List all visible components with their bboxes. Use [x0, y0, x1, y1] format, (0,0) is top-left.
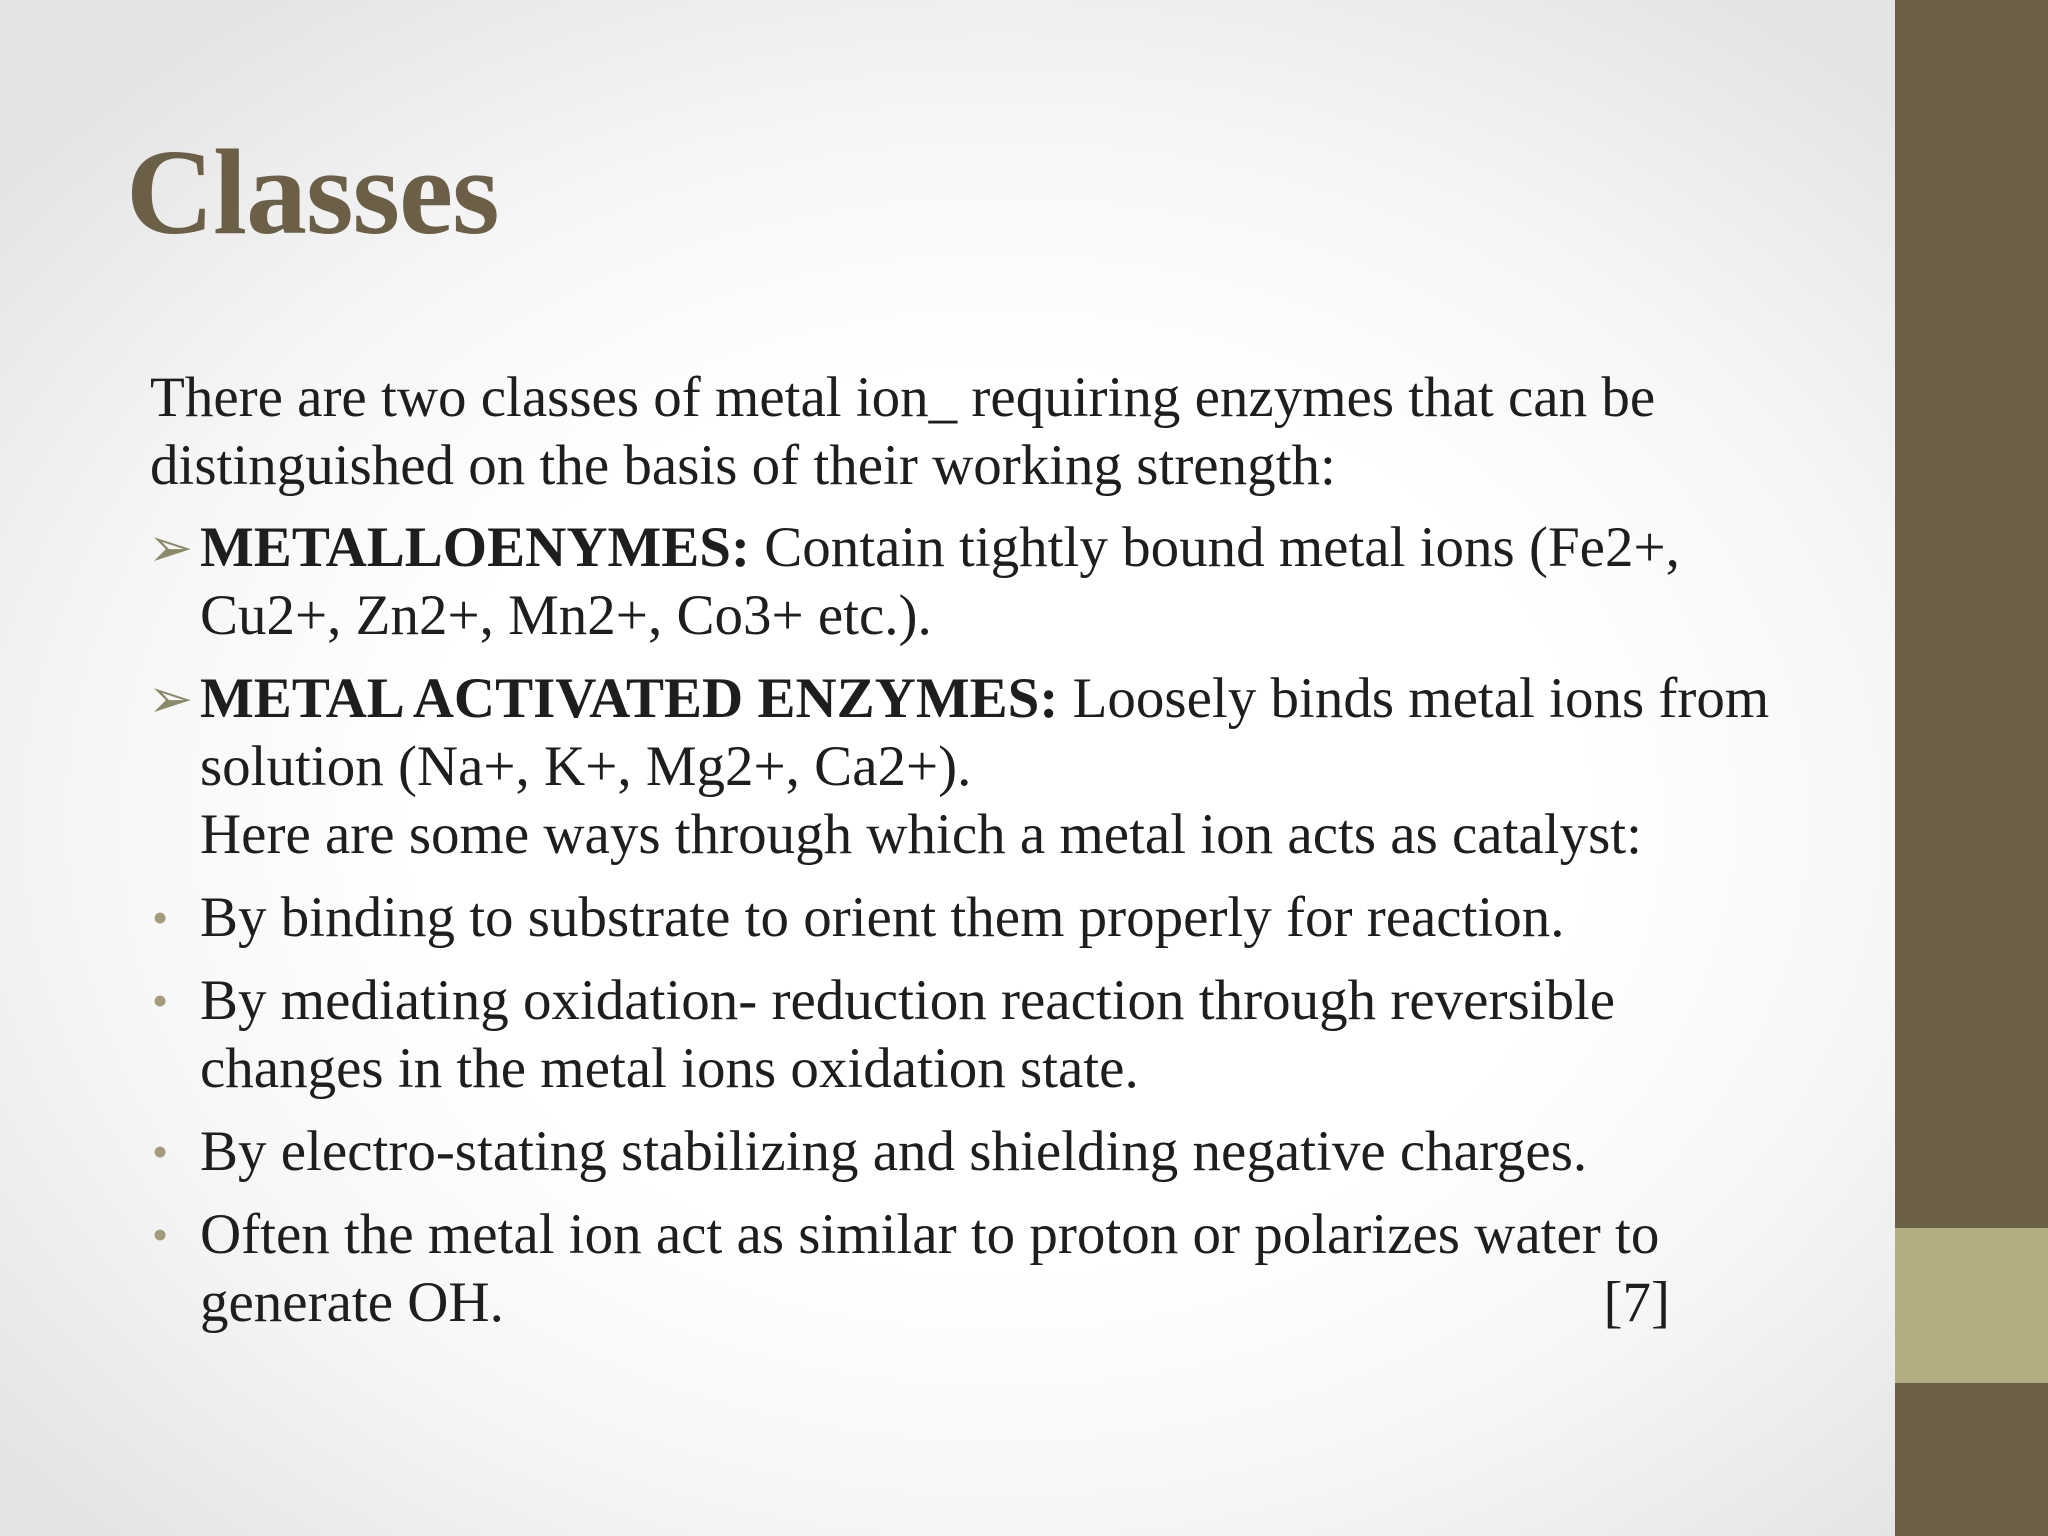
arrow-bullet-icon: ➢ — [148, 518, 194, 578]
list-item-binding-substrate — [150, 884, 1800, 952]
bullet-dot-icon: • — [152, 1126, 169, 1177]
bullet-dot-icon: • — [152, 975, 169, 1026]
citation-reference: [7] — [1603, 1271, 1670, 1334]
list-item-metalloenzymes — [150, 514, 1800, 650]
list-item-proton-water — [150, 1201, 1800, 1337]
item-label: METALLOENYMES: — [200, 516, 750, 579]
item-label: METAL ACTIVATED ENZYMES: — [200, 667, 1059, 730]
item-text: Loosely binds metal ions from solution (Na+, K+, Mg2+, Ca2+). — [200, 667, 1770, 798]
arrow-bullet-icon: ➢ — [148, 669, 194, 729]
list-item-metal-activated-enzymes — [150, 665, 1800, 869]
list-item-oxidation-reduction — [150, 967, 1800, 1103]
item-text: Contain tightly bound metal ions (Fe2+, Cu2+, Zn2+, Mn2+, Co3+ etc.). — [200, 516, 1680, 647]
intro-paragraph: There are two classes of metal ion_ requiring enzymes that can be distinguished on the basis of their working strength: — [150, 366, 1656, 497]
item-text: By mediating oxidation- reduction reaction through reversible changes in the metal ions oxidation state. — [200, 969, 1616, 1100]
bullet-dot-icon: • — [152, 1209, 169, 1260]
slide-title: Classes — [126, 125, 499, 260]
bullet-dot-icon: • — [152, 892, 169, 943]
item-text: Often the metal ion act as similar to proton or polarizes water to generate OH. — [200, 1203, 1660, 1334]
item-text: By binding to substrate to orient them properly for reaction. — [200, 886, 1565, 949]
side-accent-block — [1895, 1228, 2048, 1383]
slide-body — [150, 364, 1800, 1352]
item-subtext: Here are some ways through which a metal ion acts as catalyst: — [200, 803, 1642, 866]
list-item-electrostatic — [150, 1118, 1800, 1186]
item-text: By electro-stating stabilizing and shielding negative charges. — [200, 1120, 1588, 1183]
